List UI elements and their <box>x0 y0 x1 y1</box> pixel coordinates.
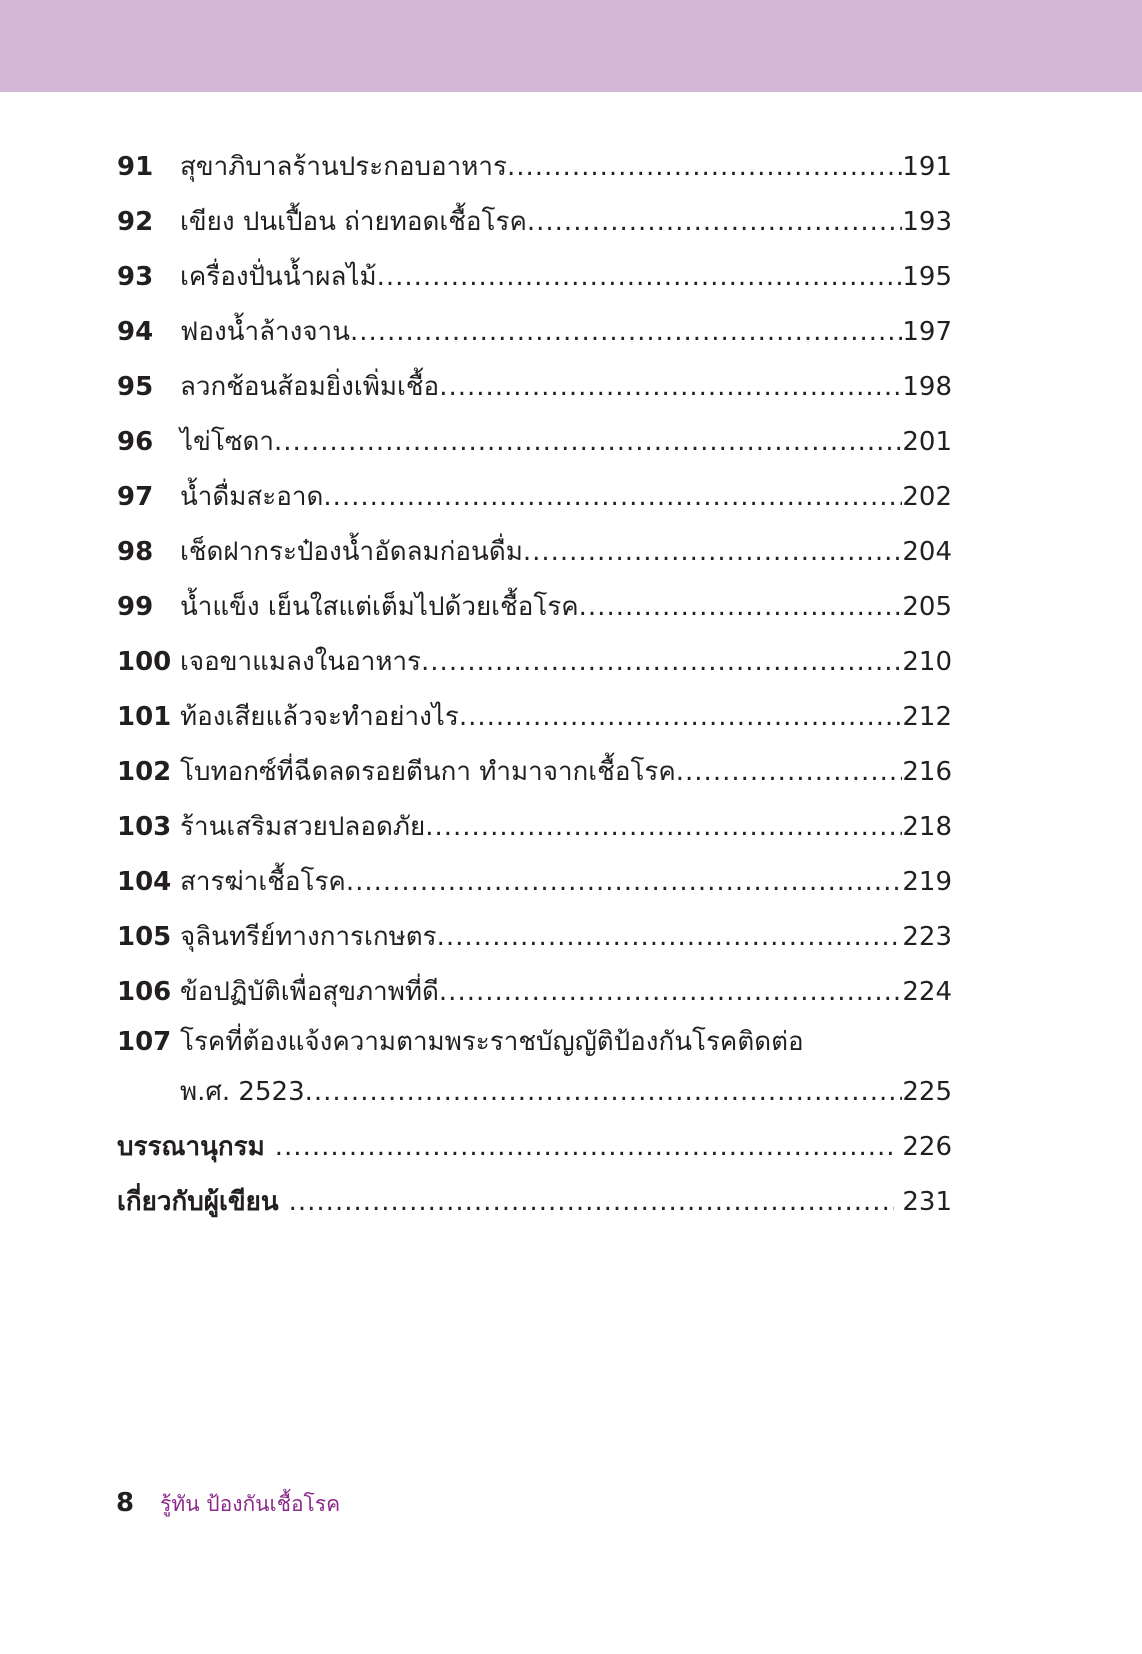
toc-entry-title: สุขาภิบาลร้านประกอบอาหาร <box>180 152 507 182</box>
toc-entry-number: 94 <box>117 317 154 347</box>
toc-dot-leader <box>527 195 902 250</box>
toc-dot-leader <box>523 525 903 580</box>
toc-entry-number: 106 <box>117 977 172 1007</box>
toc-entry-page: 216 <box>902 757 952 787</box>
toc-entry-title: พ.ศ. 2523 <box>180 1077 305 1107</box>
toc-entry-title: น้ำดื่มสะอาด <box>180 482 324 512</box>
toc-entry-number: 107 <box>117 1027 172 1057</box>
footer-book-title: รู้ทัน ป้องกันเชื้อโรค <box>160 1492 341 1516</box>
toc-entry-page: 205 <box>902 592 952 622</box>
toc-entry-107[interactable] <box>117 1020 952 1065</box>
toc-dot-leader <box>459 690 903 745</box>
toc-dot-leader <box>439 965 902 1020</box>
toc-entry-title: ข้อปฏิบัติเพื่อสุขภาพที่ดี <box>180 977 439 1007</box>
toc-entry-101[interactable] <box>117 690 952 745</box>
toc-entry-title: ท้องเสียแล้วจะทำอย่างไร <box>180 702 459 732</box>
toc-entry-title: ฟองน้ำล้างจาน <box>180 317 350 347</box>
toc-entry-number: 96 <box>117 427 154 457</box>
toc-entry-page: 231 <box>902 1187 952 1217</box>
toc-entry-page: 224 <box>902 977 952 1007</box>
footer-page-number: 8 <box>116 1488 135 1518</box>
toc-dot-leader <box>289 1175 895 1230</box>
toc-dot-leader <box>507 140 902 195</box>
toc-entry-93[interactable] <box>117 250 952 305</box>
toc-entry-number: 91 <box>117 152 154 182</box>
toc-entry-title: เกี่ยวกับผู้เขียน <box>117 1187 279 1217</box>
table-of-contents <box>117 140 952 1230</box>
header-band <box>0 0 1142 92</box>
toc-entry-number: 102 <box>117 757 172 787</box>
toc-entry-92[interactable] <box>117 195 952 250</box>
toc-entry-number: 92 <box>117 207 154 237</box>
toc-entry-page: 218 <box>902 812 952 842</box>
toc-dot-leader <box>437 910 903 965</box>
toc-entry-page: 197 <box>902 317 952 347</box>
toc-dot-leader <box>346 855 903 910</box>
toc-entry-98[interactable] <box>117 525 952 580</box>
toc-entry-page: 191 <box>902 152 952 182</box>
toc-entry-94[interactable] <box>117 305 952 360</box>
toc-entry-title: ไข่โซดา <box>180 427 274 457</box>
toc-entry-103[interactable] <box>117 800 952 855</box>
toc-entry-title: น้ำแข็ง เย็นใสแต่เต็มไปด้วยเชื้อโรค <box>180 592 579 622</box>
toc-entry-title: สารฆ่าเชื้อโรค <box>180 867 346 897</box>
toc-entry-page: 202 <box>902 482 952 512</box>
toc-entry-page: 223 <box>902 922 952 952</box>
toc-entry-95[interactable] <box>117 360 952 415</box>
toc-entry-number: 97 <box>117 482 154 512</box>
toc-back-matter-entry[interactable] <box>117 1175 952 1230</box>
toc-dot-leader <box>275 1120 895 1175</box>
toc-dot-leader <box>323 470 902 525</box>
toc-entry-105[interactable] <box>117 910 952 965</box>
toc-entry-title: ร้านเสริมสวยปลอดภัย <box>180 812 426 842</box>
toc-back-matter <box>117 1120 952 1230</box>
toc-entry-page: 198 <box>902 372 952 402</box>
toc-entry-number: 99 <box>117 592 154 622</box>
toc-entry-number: 93 <box>117 262 154 292</box>
toc-dot-leader <box>274 415 902 470</box>
toc-entry-title: โรคที่ต้องแจ้งความตามพระราชบัญญัติป้องกันโรคติดต่อ <box>180 1027 804 1057</box>
toc-entry-page: 219 <box>902 867 952 897</box>
toc-entry-title: บรรณานุกรม <box>117 1132 265 1162</box>
toc-entry-page: 226 <box>902 1132 952 1162</box>
toc-entry-page: 195 <box>902 262 952 292</box>
toc-entry-number: 98 <box>117 537 154 567</box>
toc-entry-number: 101 <box>117 702 172 732</box>
toc-entry-number: 100 <box>117 647 172 677</box>
toc-entry-page: 210 <box>902 647 952 677</box>
toc-entry-97[interactable] <box>117 470 952 525</box>
toc-dot-leader <box>305 1065 903 1120</box>
toc-entry-number: 104 <box>117 867 172 897</box>
toc-entry-106[interactable] <box>117 965 952 1020</box>
toc-dot-leader <box>425 800 902 855</box>
toc-dot-leader <box>421 635 902 690</box>
toc-dot-leader <box>676 745 903 800</box>
toc-entry-104[interactable] <box>117 855 952 910</box>
toc-entry-title: โบทอกซ์ที่ฉีดลดรอยตีนกา ทำมาจากเชื้อโรค <box>180 757 676 787</box>
toc-entry-title: เจอขาแมลงในอาหาร <box>180 647 422 677</box>
toc-entry-100[interactable] <box>117 635 952 690</box>
toc-entry-title: เช็ดฝากระป๋องน้ำอัดลมก่อนดื่ม <box>180 537 523 567</box>
page-footer <box>116 1488 340 1521</box>
toc-entry-96[interactable] <box>117 415 952 470</box>
toc-entry-99[interactable] <box>117 580 952 635</box>
toc-entry-number: 103 <box>117 812 172 842</box>
toc-entry-91[interactable] <box>117 140 952 195</box>
toc-entry-title: ลวกช้อนส้อมยิ่งเพิ่มเชื้อ <box>180 372 440 402</box>
toc-entry-title: เขียง ปนเปื้อน ถ่ายทอดเชื้อโรค <box>180 207 527 237</box>
toc-entry-page: 204 <box>902 537 952 567</box>
toc-entry-102[interactable] <box>117 745 952 800</box>
toc-entry-title: เครื่องปั่นน้ำผลไม้ <box>180 262 377 292</box>
toc-entries <box>117 140 952 1020</box>
toc-entry-number: 105 <box>117 922 172 952</box>
toc-entry-page: 193 <box>902 207 952 237</box>
toc-entry-107-continuation[interactable] <box>117 1065 952 1120</box>
toc-dot-leader <box>377 250 903 305</box>
toc-entry-page: 212 <box>902 702 952 732</box>
toc-entry-number: 95 <box>117 372 154 402</box>
toc-back-matter-entry[interactable] <box>117 1120 952 1175</box>
toc-dot-leader <box>350 305 902 360</box>
toc-entry-page: 225 <box>902 1077 952 1107</box>
toc-dot-leader <box>579 580 903 635</box>
toc-dot-leader <box>439 360 902 415</box>
toc-entry-page: 201 <box>902 427 952 457</box>
toc-entry-title: จุลินทรีย์ทางการเกษตร <box>180 922 437 952</box>
